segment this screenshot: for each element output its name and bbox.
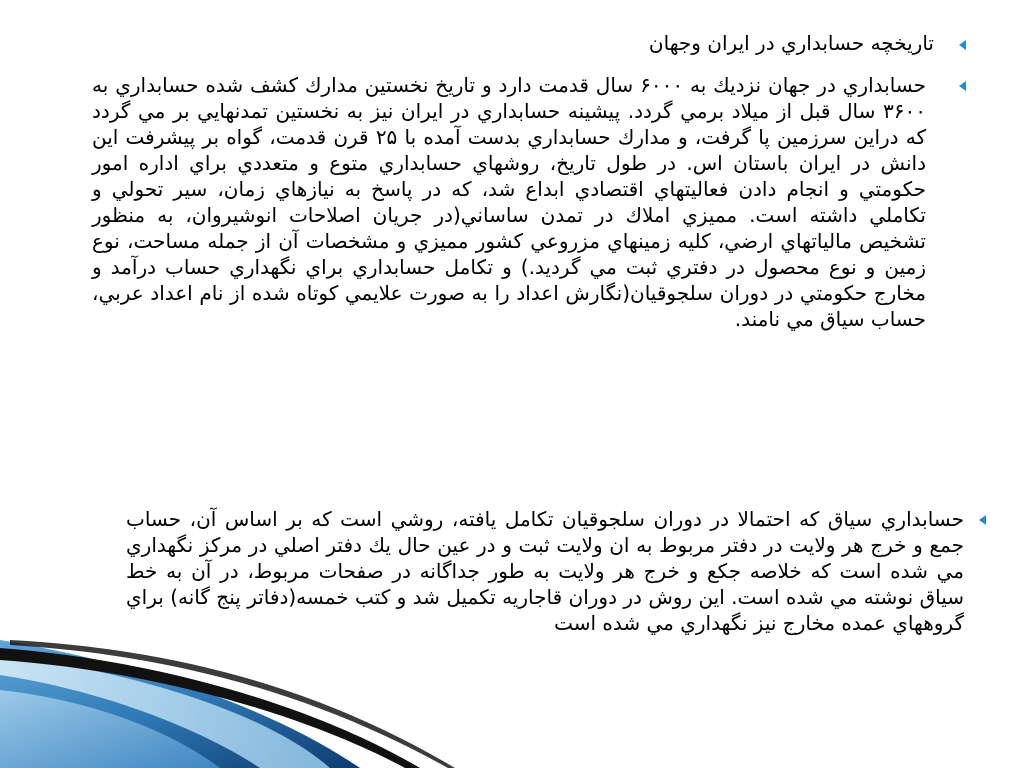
- slide-title: تاريخچه حسابداري در ايران وجهان: [648, 31, 934, 55]
- paragraph-2: حسابداري سياق كه احتمالا در دوران سلجوقيان تكامل يافته، روشي است كه بر اساس آن، حساب جمع و خرج هر ولايت در دفتر مربوط به ان ولايت ثبت و در عين حال يك دفتر اصلي در مركز نگهداري مي شده است كه خلاصه جكع و خرج هر ولايت به طور جداگانه در صفحات مربوط، در آن به خط سياق نوشته مي شده است. اين روش در دوران قاجاريه تكميل شد و كتب خمسه(دفاتر پنج گانه) براي گروههاي عمده مخارج نيز نگهداري مي شده است: [126, 507, 964, 635]
- triangle-bullet-icon: [959, 81, 966, 91]
- triangle-bullet-icon: [979, 515, 986, 525]
- triangle-bullet-icon: [959, 40, 966, 50]
- paragraph-1: حسابداري در جهان نزديك به ۶۰۰۰ سال قدمت دارد و تاريخ نخستين مدارك كشف شده حسابداري به ۳۶۰۰ سال قبل از ميلاد برمي گردد. پيشينه حسابداري در ايران نيز به نخستين تمدنهايي بر مي گردد كه دراين سرزمين پا گرفت، و مدارك حسابداري بدست آمده با ۲۵ قرن قدمت، گواه بر پيشرفت اين دانش در ايران باستان اس. در طول تاريخ، روشهاي حسابداري متوع و متعددي براي اداره امور حكومتي و انجام دادن فعاليتهاي اقتصادي ابداع شد، كه در پاسخ به نيازهاي زمان، سير تحولي و تكاملي داشته است. مميزي املاك در تمدن ساساني(در جريان اصلاحات انوشيروان، به منظور تشخيص مالياتهاي ارضي، كليه زمينهاي مزروعي كشور مميزي و مشخصات آن از جمله مساحت، نوع زمين و نوع محصول در دفتري ثبت مي گرديد.) و تكامل حسابداري براي نگهداري حساب درآمد و مخارج حكومتي در دوران سلجوقيان(نگارش اعداد را به صورت علايمي كوتاه شده از نام اعداد عربي، حساب سياق مي نامند.: [92, 73, 926, 331]
